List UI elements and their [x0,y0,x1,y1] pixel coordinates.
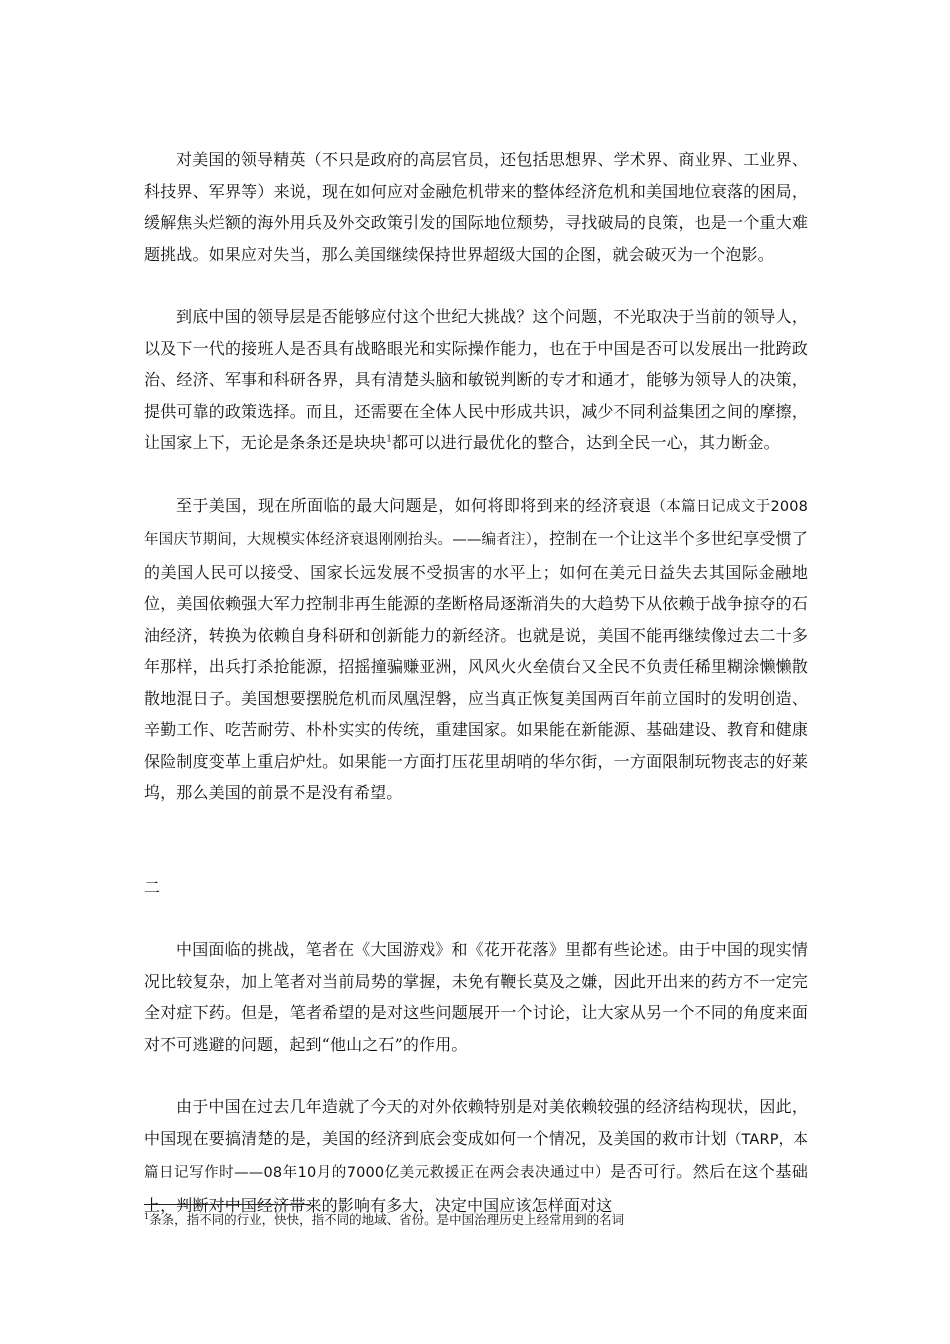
paragraph-text-before: 至于美国，现在所面临的最大问题是，如何将即将到来的经济衰退 [176,495,652,515]
paragraph-text-after: 是否可行。然后在这个基础上，判断对中国经济带来的影响有多大，决定中国应该怎样面对这 [144,1162,808,1215]
paragraph-text-before: 到底中国的领导层是否能够应付这个世纪大挑战？这个问题，不光取决于当前的领导人，以及下一代的接班人是否具有战略眼光和实际操作能力，也在于中国是否可以发展出一批跨政治、经济、军事和科研各界，具有清楚头脑和敏锐判断的专才和通才，能够为领导人的决策，提供可靠的政策选择。而且，还需要在全体人民中形成共识，减少不同利益集团之间的摩擦，让国家上下，无论是条条还是块块 [144,307,808,452]
editor-note: （本篇日记成文于2008年国庆节期间，大规模实体经济衰退刚刚抬头。——编者注） [144,498,808,548]
paragraph-text-after: 都可以进行最优化的整合，达到全民一心，其力断金。 [392,433,780,452]
footnote-divider [144,1204,310,1205]
paragraph-china-challenge [144,934,808,1060]
paragraph-text: 中国面临的挑战，笔者在《大国游戏》和《花开花落》里都有些论述。由于中国的现实情况比较复杂，加上笔者对当前局势的掌握，未免有鞭长莫及之嫌，因此开出来的药方不一定完全对症下药。但是，笔者希望的是对这些问题展开一个讨论，让大家从另一个不同的角度来面对不可逃避的问题，起到“他山之石”的作用。 [144,940,808,1054]
editor-note: （TARP，本篇日记写作时——08年10月的7000亿美元救援正在两会表决通过中） [144,1131,808,1181]
document-body [144,144,808,1221]
paragraph-china-leadership [144,301,808,459]
paragraph-text-after: ，控制在一个让这半个多世纪享受惯了的美国人民可以接受、国家长远发展不受损害的水平上；如何在美元日益失去其国际金融地位，美国依赖强大军力控制非再生能源的垄断格局逐渐消失的大趋势下从依赖于战争掠夺的石油经济，转换为依赖自身科研和创新能力的新经济。也就是说，美国不能再继续像过去二十多年那样，出兵打杀抢能源，招摇撞骗赚亚洲，风风火火垒债台又全民不负责任稀里糊涂懒懒散散地混日子。美国想要摆脱危机而凤凰涅磐，应当真正恢复美国两百年前立国时的发明创造、辛勤工作、吃苦耐劳、朴朴实实的传统，重建国家。如果能在新能源、基础建设、教育和健康保险制度变革上重启炉灶。如果能一方面打压花里胡哨的华尔街，一方面限制玩物丧志的好莱坞，那么美国的前景不是没有希望。 [144,529,808,802]
footnote-reference[interactable]: 1 [386,434,393,445]
footnote-text: 条条，指不同的行业，快快，指不同的地域、省份。是中国治理历史上经常用到的名词 [149,1212,625,1227]
footnote [144,1210,808,1230]
section-heading: 二 [144,877,161,897]
paragraph-dependence [144,1091,808,1221]
paragraph-us-problem [144,490,808,809]
footnote-marker: 1 [144,1211,150,1221]
paragraph-text: 对美国的领导精英（不只是政府的高层官员，还包括思想界、学术界、商业界、工业界、科技界、军界等）来说，现在如何应对金融危机带来的整体经济危机和美国地位衰落的困局，缓解焦头烂额的海外用兵及外交政策引发的国际地位颓势，寻找破局的良策，也是一个重大难题挑战。如果应对失当，那么美国继续保持世界超级大国的企图，就会破灭为一个泡影。 [144,150,808,264]
paragraph-leadership-elite [144,144,808,270]
paragraph-text-before: 由于中国在过去几年造就了今天的对外依赖特别是对美依赖较强的经济结构现状，因此，中国现在要搞清楚的是，美国的经济到底会变成如何一个情况，及美国的救市计划 [144,1097,808,1148]
